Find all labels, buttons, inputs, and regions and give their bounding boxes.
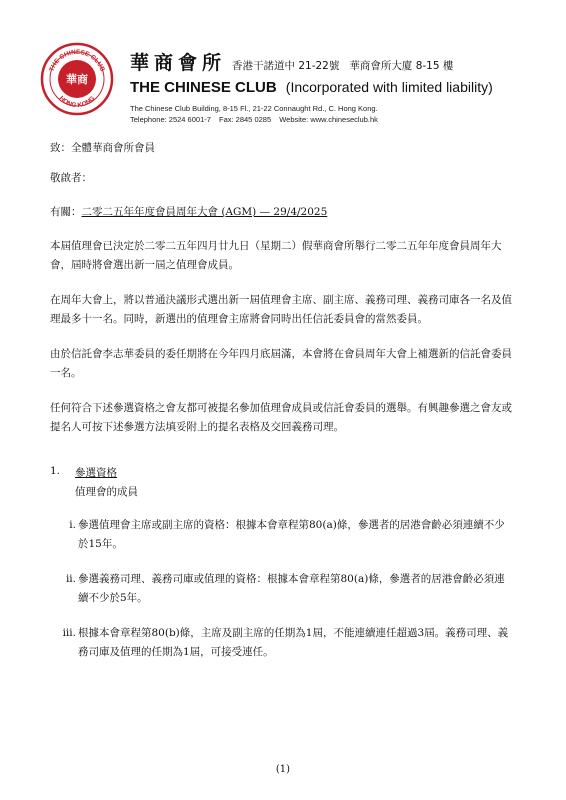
list-item [60,516,510,554]
list-item-numeral: ii. [65,573,76,585]
club-building-cn: 華商會所大廈 8-15 樓 [349,60,454,72]
paragraph-2: 在周年大會上，將以普通決議形式選出新一屆值理會主席、副主席、義務司理、義務司庫各一名及值理最多十一名。同時，新選出的值理會主席將會同時出任信託委員會的當然委員。 [50,294,512,325]
list-item-text: 參選義務司理、義務司庫或值理的資格：根據本會章程第80(a)條，參選者的居港會齡必須連續不少於5年。 [78,573,505,604]
club-contact [130,115,550,124]
page-number: (1) [275,764,291,775]
recipient-line: 致：全體華商會所會員 [50,142,155,154]
chinese-club-logo [40,42,114,116]
subject-prefix: 有關： [50,206,82,218]
list-item-text: 參選值理會主席或副主席的資格：根據本會章程第80(a)條，參選者的居港會齡必須連續不少於15年。 [78,519,505,550]
list-item-numeral: i. [69,519,76,531]
list-item-text: 根據本會章程第80(b)條，主席及副主席的任期為1屆，不能連續連任超過3屆。義務司理、義務司庫及值理的任期為1屆，可接受連任。 [78,627,509,658]
club-fax: Fax: 2845 0285 [219,115,272,124]
club-telephone: Telephone: 2524 6001-7 [130,115,211,124]
paragraph-1: 本屆值理會已決定於二零二五年四月廿九日（星期二）假華商會所舉行二零二五年年度會員周年大會，屆時將會選出新一屆之值理會成員。 [50,240,502,271]
club-address-en: The Chinese Club Building, 8-15 Fl., 21-22 Connaught Rd., C. Hong Kong. [130,104,378,113]
logo-text-top: THE CHINESE CLUB [48,48,106,73]
club-subtitle-en: (Incorporated with limited liability) [285,79,493,95]
list-item [60,570,510,608]
list-item-numeral: iii. [62,627,76,639]
logo-text-bottom: HONG KONG [57,94,97,110]
club-address-cn: 香港干諾道中 21-22號 [232,60,340,72]
letterhead [130,48,550,124]
club-name-cn: 華商會所 [130,52,227,74]
paragraph-4: 任何符合下述參選資格之會友都可被提名參加值理會成員或信託會委員的選舉。有興趣參選之會友或提名人可按下述參選方法填妥附上的提名表格及交回義務司理。 [50,402,512,433]
section-title: 參選資格 [75,467,117,479]
section-number: 1. [50,465,61,477]
logo-center-text: 華商 [66,73,88,86]
club-name-en: THE CHINESE CLUB [130,79,277,96]
subject-text: 二零二五年年度會員周年大會 (AGM) — 29/4/2025 [81,206,328,218]
section-subtitle: 值理會的成員 [75,486,138,498]
paragraph-3: 由於信託會李志華委員的委任期將在今年四月底屆滿，本會將在會員周年大會上補選新的信託會委員一名。 [50,348,512,379]
list-item [60,624,510,662]
greeting-line: 敬啟者： [50,172,92,184]
club-website: Website: www.chineseclub.hk [279,115,378,124]
subject-line [50,203,520,222]
